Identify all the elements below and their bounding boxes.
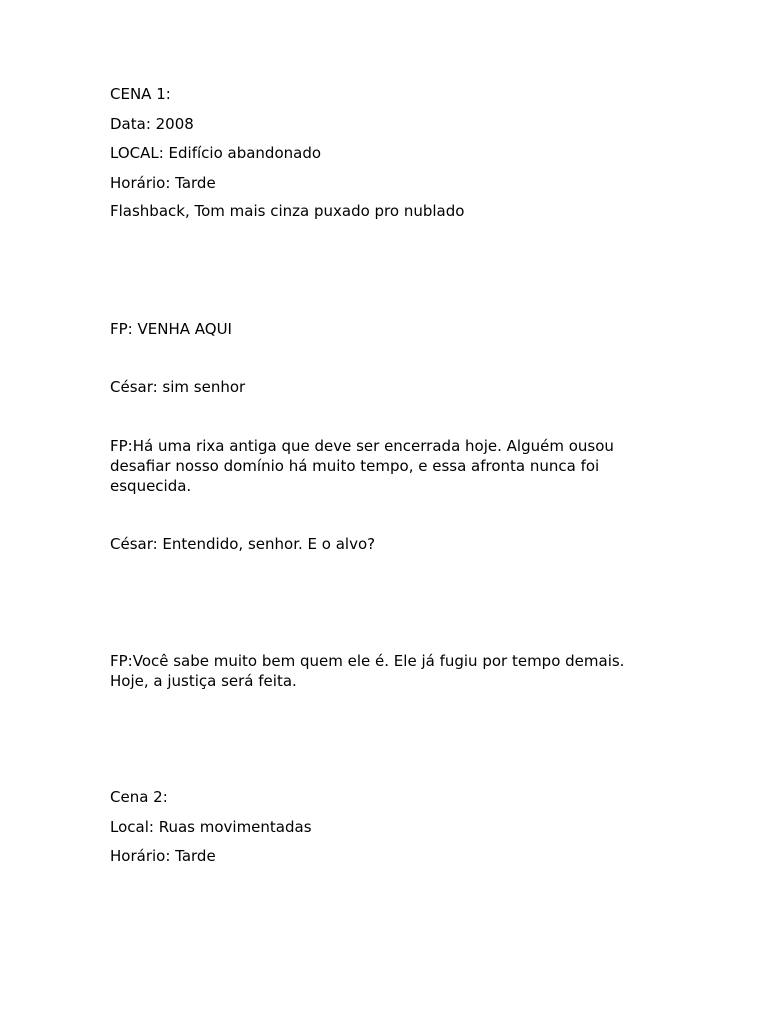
dialogue-line-3: FP:Há uma rixa antiga que deve ser encerrada hoje. Alguém ousou desafiar nosso domínio há muito tempo, e essa afronta nunca foi esquecida. <box>110 437 614 495</box>
scene2-heading: Cena 2: <box>110 788 168 806</box>
scene2-location: Local: Ruas movimentadas <box>110 818 312 836</box>
dialogue-line-4: César: Entendido, senhor. E o alvo? <box>110 535 376 553</box>
dialogue-line-1: FP: VENHA AQUI <box>110 320 232 338</box>
scene2-time: Horário: Tarde <box>110 847 216 865</box>
dialogue-line-5: FP:Você sabe muito bem quem ele é. Ele já fugiu por tempo demais. Hoje, a justiça será feita. <box>110 652 625 690</box>
scene1-location: LOCAL: Edifício abandonado <box>110 144 322 162</box>
dialogue-line-2: César: sim senhor <box>110 378 246 396</box>
scene1-heading: CENA 1: <box>110 85 171 103</box>
scene1-note: Flashback, Tom mais cinza puxado pro nublado <box>110 202 465 220</box>
scene1-date: Data: 2008 <box>110 115 194 133</box>
scene1-time: Horário: Tarde <box>110 174 216 192</box>
